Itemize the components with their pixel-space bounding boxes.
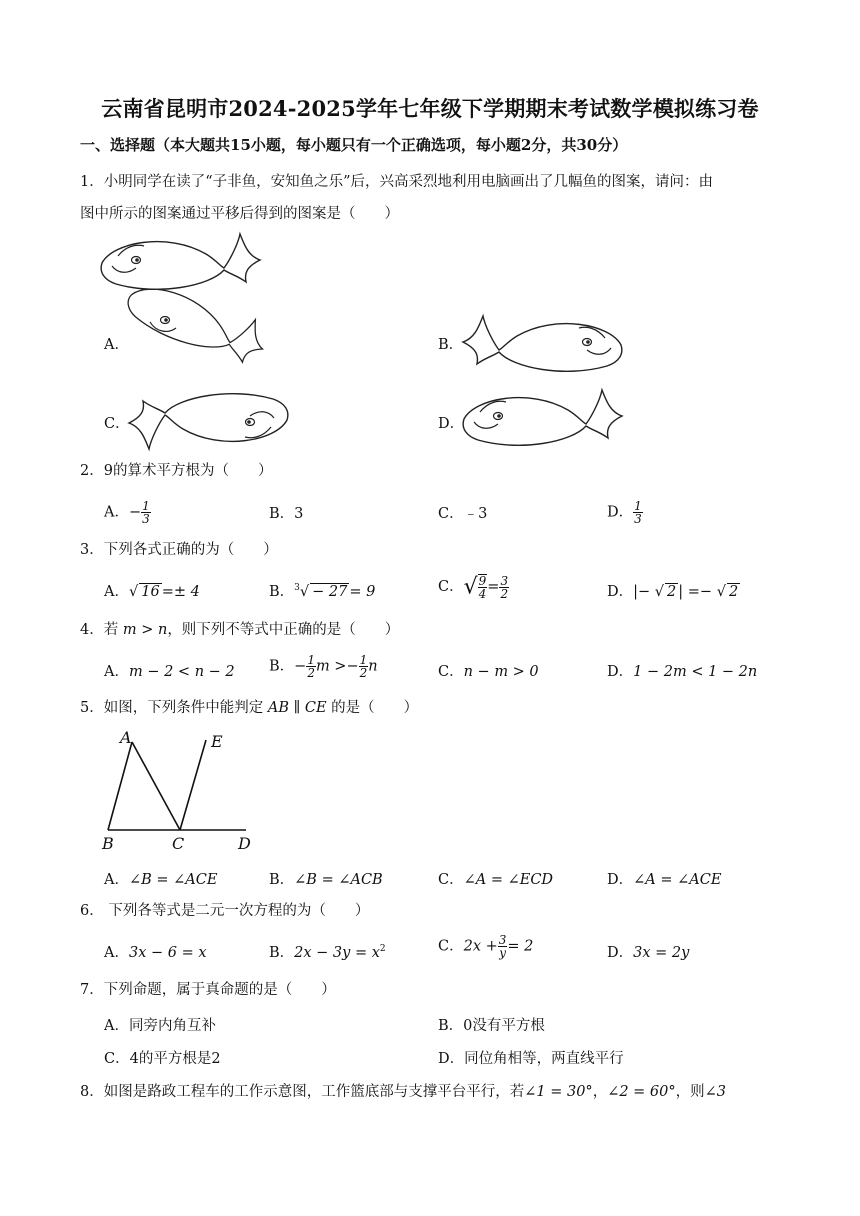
option-5a: A．∠B = ∠ACE — [104, 872, 218, 888]
page-title: 云南省昆明市2024-2025学年七年级下学期期末考试数学模拟练习卷 — [101, 96, 759, 121]
fish-icon — [128, 296, 274, 382]
option-3b: B．$^3$√ − 27 = 9 — [269, 583, 376, 600]
question-5-stem: 5．如图，下列条件中能判定 AB ∥ CE 的是（ ） — [80, 700, 419, 716]
question-6-stem: 6． 下列各等式是二元一次方程的为（ ） — [80, 903, 370, 919]
question-3-stem: 3．下列各式正确的为（ ） — [80, 542, 278, 558]
option-4c: C．n − m > 0 — [438, 664, 539, 680]
point-label-b: B — [102, 834, 114, 853]
question-1-line-1: 1．小明同学在读了“子非鱼，安知鱼之乐”后，兴高采烈地利用电脑画出了几幅鱼的图案，请问：由 — [80, 174, 714, 190]
option-1b: B． — [438, 337, 464, 353]
option-1c: C． — [104, 416, 130, 432]
option-6b: B．$2x - 3y = x^2$ — [269, 944, 386, 961]
point-label-e: E — [211, 732, 223, 751]
option-3a: A．√ 16 =± 4 — [104, 584, 200, 600]
option-6c: C．2x + $\frac{3}{y}$ = 2 — [438, 933, 534, 960]
option-4b: B．− $\frac{1}{2}$ m >− $\frac{1}{2}$ n — [269, 653, 378, 680]
question-4-stem: 4．若 m > n，则下列不等式中正确的是（ ） — [80, 622, 400, 638]
question-8-stem: 8．如图是路政工程车的工作示意图，工作篮底部与支撑平台平行，若∠1 = 30°，∠2 = 60°，则∠3 — [80, 1084, 727, 1100]
option-6d: D．3x = 2y — [607, 945, 690, 961]
option-5c: C．∠A = ∠ECD — [438, 872, 554, 888]
option-3d: D．|− √ 2 | =− √ 2 — [607, 584, 739, 600]
option-1a: A． — [104, 337, 129, 353]
option-7d: D．同位角相等，两直线平行 — [438, 1051, 624, 1067]
option-4a: A．m − 2 < n − 2 — [104, 664, 235, 680]
option-6a: A．3x − 6 = x — [104, 945, 207, 961]
fish-icon — [98, 230, 263, 295]
point-label-c: C — [172, 834, 185, 853]
question-1-line-2: 图中所示的图案通过平移后得到的图案是（ ） — [80, 206, 399, 222]
fish-icon — [460, 386, 625, 451]
option-7a: A．同旁内角互补 — [104, 1018, 216, 1034]
point-label-a: A — [120, 728, 132, 747]
point-label-d: D — [238, 834, 251, 853]
option-7c: C．4的平方根是2 — [104, 1051, 221, 1067]
question-2-stem: 2．9的算术平方根为（ ） — [80, 463, 273, 479]
option-5b: B．∠B = ∠ACB — [269, 872, 383, 888]
option-2a: A．− $\frac{1}{3}$ — [104, 499, 150, 526]
option-3c: C．√ $\frac{9}{4}$ = $\frac{3}{2}$ — [438, 573, 509, 601]
option-5d: D．∠A = ∠ACE — [607, 872, 722, 888]
option-2b: B．3 — [269, 506, 304, 522]
option-2c: C．﹣3 — [438, 506, 488, 522]
option-7b: B．0没有平方根 — [438, 1018, 545, 1034]
option-1d: D． — [438, 416, 465, 432]
option-4d: D．1 − 2m < 1 − 2n — [607, 664, 758, 680]
question-7-stem: 7．下列命题，属于真命题的是（ ） — [80, 982, 336, 998]
section-heading: 一、选择题（本大题共15小题，每小题只有一个正确选项，每小题2分，共30分） — [80, 136, 628, 154]
option-2d: D． $\frac{1}{3}$ — [607, 499, 642, 526]
fish-icon — [126, 388, 291, 453]
fish-icon — [460, 312, 625, 377]
